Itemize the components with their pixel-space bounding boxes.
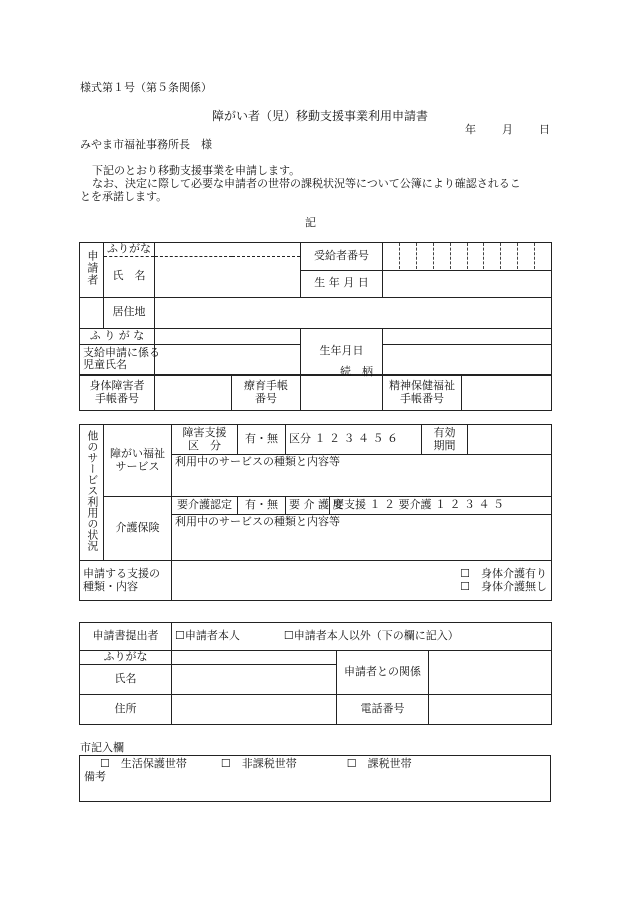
intro-line-3: とを承諾します。 (80, 190, 168, 203)
valid-period-field[interactable] (468, 425, 552, 455)
intro-line-2: なお、決定に際して必要な申請者の世帯の課税状況等について公簿により確認されるこ (92, 177, 521, 190)
submitter-name-field[interactable] (172, 665, 337, 695)
form-number: 様式第１号（第５条関係） (80, 81, 212, 94)
child-birthdate-field[interactable] (383, 328, 552, 344)
submitter-furigana-field[interactable] (172, 651, 337, 665)
submitter-options (172, 623, 552, 651)
support-class-values[interactable]: 区分 １ ２ ３ ４ ５ ６ (286, 425, 422, 455)
residence-field[interactable] (155, 297, 552, 328)
date-line (465, 124, 550, 137)
residence-label: 居住地 (104, 297, 155, 328)
non-taxable-option[interactable]: ☐ 非課税世帯 (220, 757, 297, 770)
submitter-relation-field[interactable] (429, 651, 552, 695)
furigana-label: ふりがな (104, 243, 155, 257)
relation-label: 続 柄 (340, 365, 373, 378)
birthdate-field[interactable] (383, 270, 552, 297)
name-field[interactable] (155, 256, 301, 297)
date-day: 日 (539, 123, 550, 136)
child-name-field[interactable] (155, 344, 301, 374)
page-title: 障がい者（児）移動支援事業利用申請書 (212, 109, 429, 123)
child-furigana-label: ふ り が な (80, 328, 155, 344)
recipient-no-label: 受給者番号 (301, 243, 383, 271)
physical-care-yes-option[interactable]: ☐ 身体介護有り (460, 566, 548, 580)
care-cert-label: 要介護認定 (172, 497, 238, 515)
welfare-yes-no[interactable]: 有・無 (238, 425, 286, 455)
support-class-label: 障害支援 区 分 (172, 425, 238, 455)
valid-period-label: 有効 期間 (422, 425, 468, 455)
child-name-label: 支給申請に係る 児童氏名 (80, 344, 155, 374)
name-label: 氏 名 (104, 256, 155, 297)
intro-line-1: 下記のとおり移動支援事業を申請します。 (92, 164, 301, 177)
care-yes-no[interactable]: 有・無 (238, 497, 286, 515)
submitter-address-field[interactable] (172, 695, 337, 725)
submitter-relation-label: 申請者との関係 (337, 651, 429, 695)
care-in-use-field[interactable]: 利用中のサービスの種類と内容等 (172, 515, 552, 561)
ryoiku-handbook-field[interactable] (301, 375, 383, 410)
care-degree-label: 要 介 護 度 (286, 497, 330, 515)
date-year: 年 (465, 123, 476, 136)
submitter-furigana-label: ふりがな (80, 651, 172, 665)
welfare-service-label: 障がい福祉 サービス (104, 425, 172, 497)
submitter-address-label: 住所 (80, 695, 172, 725)
city-section-table (79, 755, 551, 802)
furigana-field[interactable] (155, 243, 301, 257)
submitter-label: 申請書提出者 (80, 623, 172, 651)
services-table (79, 424, 552, 601)
remarks-label: 備考 (84, 769, 106, 783)
taxable-option[interactable]: ☐ 課税世帯 (346, 757, 412, 770)
city-section-title: 市記入欄 (80, 741, 124, 754)
birthdate-label: 生 年 月 日 (301, 270, 383, 297)
submitter-self-option[interactable]: ☐申請者本人 (175, 629, 240, 643)
support-request-options (172, 561, 552, 601)
child-birthdate-field-2[interactable] (383, 344, 552, 374)
welfare-in-use-field[interactable]: 利用中のサービスの種類と内容等 (172, 455, 552, 497)
submitter-other-option[interactable]: ☐申請者本人以外（下の欄に記入） (283, 629, 459, 643)
care-degree-values[interactable]: 要支援 １ ２ 要介護 １ ２ ３ ４ ５ (330, 497, 552, 515)
city-section-box (80, 756, 551, 802)
submitter-phone-label: 電話番号 (337, 695, 429, 725)
support-request-label: 申請する支援の 種類・内容 (80, 561, 172, 601)
submitter-name-label: 氏名 (80, 665, 172, 695)
recipient-no-field[interactable] (383, 243, 552, 271)
submitter-table (79, 622, 552, 725)
services-section-label: 他のサービス利用の状況 (80, 425, 104, 561)
mental-handbook-label: 精神保健福祉 手帳番号 (383, 375, 462, 410)
child-furigana-field[interactable] (155, 328, 301, 344)
addressee: みやま市福祉事務所長 様 (80, 138, 212, 151)
mental-handbook-field[interactable] (462, 375, 552, 410)
care-insurance-label: 介護保険 (104, 497, 172, 561)
applicant-section-label: 申請者 (80, 243, 104, 298)
date-month: 月 (502, 123, 513, 136)
livelihood-option[interactable]: ☐ 生活保護世帯 (100, 757, 187, 770)
ryoiku-handbook-label: 療育手帳 番号 (232, 375, 301, 410)
physical-care-no-option[interactable]: ☐ 身体介護無し (460, 579, 548, 593)
physical-handbook-label: 身体障害者 手帳番号 (80, 375, 155, 410)
applicant-table (79, 242, 552, 411)
ki-mark: 記 (305, 216, 316, 229)
physical-handbook-field[interactable] (155, 375, 232, 410)
submitter-phone-field[interactable] (429, 695, 552, 725)
child-birthdate-label: 生年月日 (301, 328, 383, 374)
